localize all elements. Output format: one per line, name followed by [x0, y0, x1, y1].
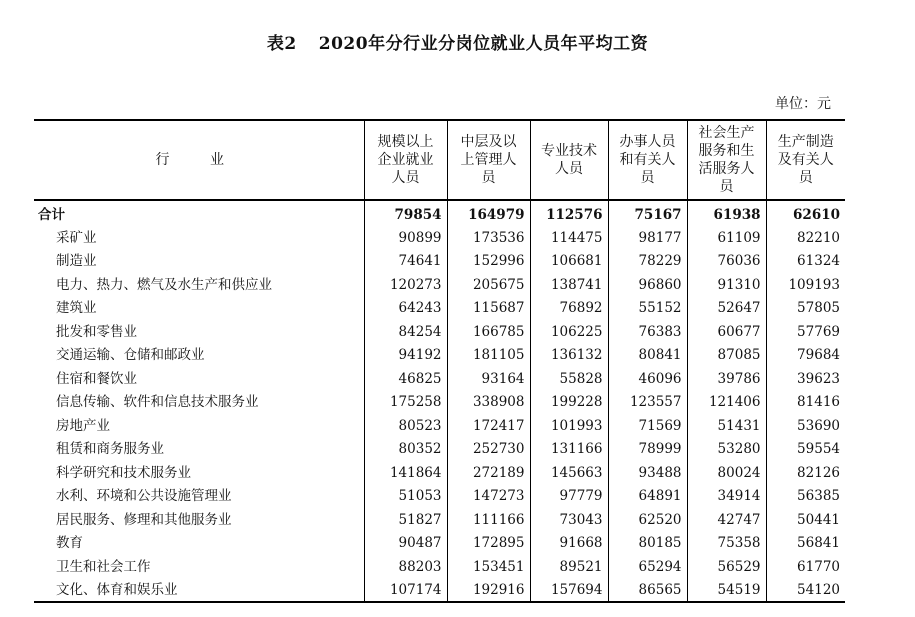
- cell-service: 52647: [687, 297, 766, 321]
- row-name: 信息传输、软件和信息技术服务业: [56, 394, 259, 411]
- cell-service: 53280: [687, 438, 766, 462]
- cell-above-scale: 90487: [364, 532, 447, 556]
- cell-service: 42747: [687, 508, 766, 532]
- cell-above-scale: 175258: [364, 391, 447, 415]
- cell-management: 93164: [447, 367, 530, 391]
- table-header: [34, 120, 845, 200]
- cell-management: 152996: [447, 250, 530, 274]
- cell-service: 87085: [687, 344, 766, 368]
- cell-service: 60677: [687, 320, 766, 344]
- cell-clerical: 65294: [608, 555, 687, 579]
- cell-above-scale: 74641: [364, 250, 447, 274]
- table-row: [34, 344, 845, 368]
- cell-service: 61109: [687, 226, 766, 250]
- cell-above-scale: 90899: [364, 226, 447, 250]
- cell-service: 54519: [687, 579, 766, 603]
- cell-clerical: 86565: [608, 579, 687, 603]
- cell-service: 34914: [687, 485, 766, 509]
- cell-management: 338908: [447, 391, 530, 415]
- cell-above-scale: 120273: [364, 273, 447, 297]
- cell-clerical: 93488: [608, 461, 687, 485]
- cell-above-scale: 84254: [364, 320, 447, 344]
- cell-management: 153451: [447, 555, 530, 579]
- cell-production: 57805: [766, 297, 845, 321]
- cell-production: 59554: [766, 438, 845, 462]
- cell-management: 192916: [447, 579, 530, 603]
- cell-clerical: 80185: [608, 532, 687, 556]
- table-number: 表2: [266, 34, 297, 54]
- table-row: [34, 391, 845, 415]
- cell-management: 173536: [447, 226, 530, 250]
- table-row: [34, 273, 845, 297]
- cell-above-scale: 46825: [364, 367, 447, 391]
- cell-service: 51431: [687, 414, 766, 438]
- cell-service: 56529: [687, 555, 766, 579]
- cell-professional: 101993: [530, 414, 608, 438]
- table-body: [34, 200, 845, 602]
- cell-management: 205675: [447, 273, 530, 297]
- row-name: 卫生和社会工作: [56, 558, 151, 575]
- row-name: 建筑业: [56, 300, 97, 317]
- cell-professional: 91668: [530, 532, 608, 556]
- cell-clerical: 78229: [608, 250, 687, 274]
- table-row: [34, 297, 845, 321]
- table-row: [34, 226, 845, 250]
- cell-production: 62610: [766, 200, 845, 226]
- cell-clerical: 80841: [608, 344, 687, 368]
- cell-management: 172417: [447, 414, 530, 438]
- cell-professional: 73043: [530, 508, 608, 532]
- cell-management: 115687: [447, 297, 530, 321]
- header-clerical: 办事人员 和有关人 员: [608, 120, 687, 200]
- cell-production: 82210: [766, 226, 845, 250]
- cell-above-scale: 64243: [364, 297, 447, 321]
- cell-above-scale: 107174: [364, 579, 447, 603]
- cell-professional: 199228: [530, 391, 608, 415]
- cell-production: 53690: [766, 414, 845, 438]
- cell-service: 61938: [687, 200, 766, 226]
- cell-production: 61324: [766, 250, 845, 274]
- cell-professional: 138741: [530, 273, 608, 297]
- cell-clerical: 64891: [608, 485, 687, 509]
- cell-clerical: 98177: [608, 226, 687, 250]
- cell-management: 111166: [447, 508, 530, 532]
- cell-clerical: 96860: [608, 273, 687, 297]
- header-row: [34, 120, 845, 200]
- total-row: [34, 200, 845, 226]
- header-management: 中层及以 上管理人 员: [447, 120, 530, 200]
- row-name: 电力、热力、燃气及水生产和供应业: [56, 276, 272, 293]
- row-name: 租赁和商务服务业: [56, 441, 164, 458]
- cell-professional: 89521: [530, 555, 608, 579]
- table-row: [34, 532, 845, 556]
- header-professional: 专业技术 人员: [530, 120, 608, 200]
- cell-professional: 97779: [530, 485, 608, 509]
- row-name: 批发和零售业: [56, 323, 137, 340]
- header-industry: 行 业: [34, 120, 364, 200]
- cell-management: 147273: [447, 485, 530, 509]
- table-title: [0, 29, 915, 54]
- cell-production: 57769: [766, 320, 845, 344]
- table-row: [34, 508, 845, 532]
- row-name: 房地产业: [56, 417, 110, 434]
- cell-above-scale: 79854: [364, 200, 447, 226]
- cell-production: 82126: [766, 461, 845, 485]
- cell-above-scale: 80352: [364, 438, 447, 462]
- cell-above-scale: 51053: [364, 485, 447, 509]
- table-title-text: 2020年分行业分岗位就业人员年平均工资: [318, 34, 649, 54]
- table-row: [34, 320, 845, 344]
- table-row: [34, 461, 845, 485]
- cell-above-scale: 80523: [364, 414, 447, 438]
- row-name: 科学研究和技术服务业: [56, 464, 191, 481]
- unit-label: 单位：元: [775, 96, 831, 112]
- cell-service: 121406: [687, 391, 766, 415]
- cell-management: 166785: [447, 320, 530, 344]
- header-service: 社会生产 服务和生 活服务人 员: [687, 120, 766, 200]
- cell-service: 91310: [687, 273, 766, 297]
- row-name: 制造业: [56, 253, 97, 270]
- cell-above-scale: 51827: [364, 508, 447, 532]
- cell-service: 76036: [687, 250, 766, 274]
- header-above-scale: 规模以上 企业就业 人员: [364, 120, 447, 200]
- table-row: [34, 579, 845, 603]
- cell-service: 75358: [687, 532, 766, 556]
- cell-production: 79684: [766, 344, 845, 368]
- row-name: 教育: [56, 535, 83, 552]
- cell-management: 252730: [447, 438, 530, 462]
- cell-production: 61770: [766, 555, 845, 579]
- row-name: 采矿业: [56, 229, 97, 246]
- row-name: 水利、环境和公共设施管理业: [56, 488, 232, 505]
- cell-professional: 76892: [530, 297, 608, 321]
- cell-clerical: 55152: [608, 297, 687, 321]
- cell-professional: 145663: [530, 461, 608, 485]
- cell-production: 50441: [766, 508, 845, 532]
- table-row: [34, 485, 845, 509]
- cell-production: 56385: [766, 485, 845, 509]
- header-production: 生产制造 及有关人 员: [766, 120, 845, 200]
- row-name: 合计: [38, 207, 65, 223]
- cell-service: 39786: [687, 367, 766, 391]
- cell-professional: 136132: [530, 344, 608, 368]
- cell-clerical: 62520: [608, 508, 687, 532]
- cell-management: 181105: [447, 344, 530, 368]
- cell-production: 56841: [766, 532, 845, 556]
- wage-table: [34, 119, 845, 603]
- cell-management: 164979: [447, 200, 530, 226]
- cell-professional: 112576: [530, 200, 608, 226]
- cell-management: 272189: [447, 461, 530, 485]
- cell-clerical: 71569: [608, 414, 687, 438]
- cell-clerical: 78999: [608, 438, 687, 462]
- table-row: [34, 555, 845, 579]
- table-row: [34, 367, 845, 391]
- cell-professional: 157694: [530, 579, 608, 603]
- table-row: [34, 414, 845, 438]
- cell-production: 54120: [766, 579, 845, 603]
- cell-management: 172895: [447, 532, 530, 556]
- table-row: [34, 250, 845, 274]
- cell-production: 109193: [766, 273, 845, 297]
- cell-above-scale: 141864: [364, 461, 447, 485]
- cell-above-scale: 88203: [364, 555, 447, 579]
- row-name: 住宿和餐饮业: [56, 370, 137, 387]
- cell-clerical: 46096: [608, 367, 687, 391]
- cell-clerical: 75167: [608, 200, 687, 226]
- row-name: 文化、体育和娱乐业: [34, 579, 364, 603]
- cell-professional: 106225: [530, 320, 608, 344]
- cell-professional: 131166: [530, 438, 608, 462]
- cell-service: 80024: [687, 461, 766, 485]
- cell-production: 39623: [766, 367, 845, 391]
- cell-professional: 114475: [530, 226, 608, 250]
- table-row: [34, 438, 845, 462]
- row-name: 交通运输、仓储和邮政业: [56, 347, 205, 364]
- cell-above-scale: 94192: [364, 344, 447, 368]
- cell-clerical: 123557: [608, 391, 687, 415]
- cell-professional: 55828: [530, 367, 608, 391]
- cell-production: 81416: [766, 391, 845, 415]
- cell-clerical: 76383: [608, 320, 687, 344]
- cell-professional: 106681: [530, 250, 608, 274]
- row-name: 居民服务、修理和其他服务业: [56, 511, 232, 528]
